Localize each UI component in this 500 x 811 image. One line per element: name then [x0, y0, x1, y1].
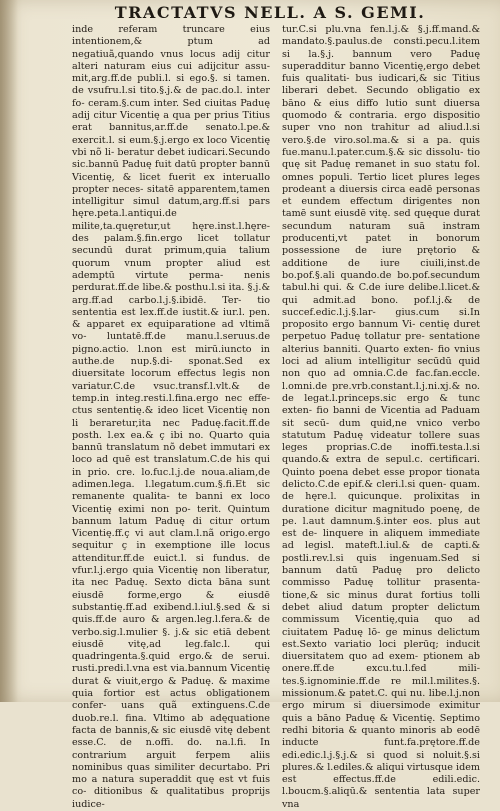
paragraph: tur.C.si plu.vna fen.l.j.& §.j.ff.mand.& mandato.§.paulus.de consti.pecu.l.item si la.§.j. bannum vero Paduę superadditur banno Vicentię,ergo debet fuis qualitati- bus iudicari,& sic Titius liberari debet. Secundo obligatio ex bāno & eius diffo lutio sunt diuersa quomodo & contraria. ergo dispositio super vno non trahitur ad aliud.l.si vero.§.de viro.sol.ma.& si a pa. quis fue.manu.l.pater.cum.§.& sic dissolu- tio quę sit Paduę remanet in suo statu fol. omnes populi. Tertio licet plures leges prodeant a diuersis circa eadē personas et eundem effectum dirigentes non tamē sunt eiusdē vitę. sed quęque durat secundum naturam suā instram producenti,vt patet in bonorum possessione de iure prętorio & additione de iure ciuili,inst.de bo.pof.§.ali quando.de bo.pof.secundum tabul.hi qui. & C.de iure delibe.l.licet.& qui admit.ad bono. pof.l.j.& de succef.edic.l.j.§.lar- gius.cum si.In proposito ergo bannum Vi- centię duret perpetuo Paduę tollatur pre- sentatione alterius banniti. Quarto exten- fio vnius loci ad alium intelligitur secūdū quid non quo ad omnia.C.de fac.fan.eccle. l.omni.de pre.vrb.constant.l.j.ni.xj.& no. de legat.l.princeps.sic ergo & tunc exten- fio banni de Vicentia ad Paduam sit secū- dum quid,ne vnico verbo statutum Paduę videatur tollere suas leges proprias.C.de inoffi.testa.l.si quando.& extra de sepul.c. certificari. Quinto poena debet esse propor tionata delicto.C.de epif.& cleri.l.si quen- quam. de hęre.l. quicunque. prolixitas in duratione dicitur magnitudo poenę, de pe. l.aut damnum.§.inter eos. plus aut est de- linquere in aliquem immediate ad legisl. mateft.l.iul.& de capti.& postli.rev.l.si quis ingenuam.Sed si bannum datū Paduę pro delicto commisso Paduę tollitur prasenta- tione,& sic minus durat fortius tolli debet aliud datum propter delictum commissum Vicentię,quia quo ad ciuitatem Paduę lō- ge minus delictum est.Sexto variatio loci plerūq; inducit diuersitatem quo ad exem- ptionem ab onere.ff.de excu.tu.l.fed mili- tes.§.ignominie.ff.de re mil.l.milites.§. missionum.& patet.C. qui nu. libe.l.j.non ergo mirum si diuersimode eximitur quis a bāno Paduę & Vicentię. Septimo redhi bitoria & quanto minoris ab eodē inducte funt.fa.prętore.ff.de edi.edic.l.j.§.j.& si quod si noluit.§.si plures.& l.ediles.& aliqui virtusque idem est effectus.ff.de edili.edic. l.boucm.§.aliqū.& sententia lata super vna — [282, 24, 480, 810]
running-title: TRACTATVS NELL. A S. GEMI. — [114, 3, 426, 22]
paragraph: inde referam truncare eius intentionem,& ptum ad negatiuã,quando vnus locus adij citur alteri naturam eius cui adijcitur assu- mit,arg.ff.de publi.l. si ego.§. si tamen. de vsufru.l.si tito.§.j.& de pac.do.l. inter fo- ceram.§.cum inter. Sed ciuitas Paduę adij citur Vicentię a qua per prius Titius erat bannitus,ar.ff.de senato.l.pe.& exercit.l. si eum.§.j.ergo ex loco Vicentię vbi nõ li- beratur debet iudicari.Secundo sic.bannū Paduę fuit datū propter bannū Vicentię, & licet fuerit ex interuallo propter neces- sitatē apparentem,tamen intelligitur simul datum,arg.ff.si pars hęre.peta.l.antiqui.de milite,ta.quęretur,ut hęre.inst.l.hęre- des palam.§.fin.ergo licet tollatur secundū durat primum,quia talium quorum vnum propter aliud est ademptū virtute perma- nenis perdurat.ff.de libe.& posthu.l.si ita. §.j.& arg.ff.ad carbo.l.j.§.ibidē. Ter- tio sententia est lex.ff.de iustit.& iur.l. pen. & apparet ex equiparatione ad vltimã vo- luntatē.ff.de manu.l.seruus.de pigno.actio. l.non est mirū.iuncto in authe.de nup.§.di- sponat.Sed ex diuersitate locorum effectus legis non variatur.C.de vsuc.transf.l.vlt.& de temp.in integ.resti.l.fina.ergo nec effe- ctus sententię.& ideo licet Vicentię non li beraretur,ita nec Paduę.facit.ff.de posth. l.ex ea.& ç ibi no. Quarto quia bannū translatum nõ debet immutari ex loco ad quē est translatum.C.de his qui in prio. cre. lo.fuc.l.j.de noua.aliam,de adimen.lega. l.legatum.cum.§.fi.Et sic remanente qualita- te banni ex loco Vicentię eximi non po- terit. Quintum bannum latum Paduę di citur ortum Vicentię.ff.ç vi aut clam.l.nã origo.ergo sequitur ç in exemptione ille locus attenditur.ff.de euict.l. si fundus. de vfur.l.j.ergo quia Vicentię non liberatur, ita nec Paduę. Sexto dicta bāna sunt eiusdē forme,ergo & eiusdē substantię.ff.ad exibend.l.iul.§.sed & si quis.ff.de auro & argen.leg.l.fera.& de verbo.sig.l.mulier §. j.& sic etiā debent eiusdē vitę,ad leg.falc.l. qui quadringenta.§.quid ergo.& de serui. rusti.predi.l.vna est via.bannum Vicentię durat & viuit,ergo & Paduę. & maxime quia fortior est actus obligationem confer- uans quã extinguens.C.de duob.re.l. fina. Vltimo ab adęquatione facta de bannis,& sic eiusdē vitę debent esse.C. de n.offi. do. na.l.fi. In contrarium arguit ferpem aliis nominibus quas similiter decurtabo. Pri mo a natura superaddit quę est vt fuis co- ditionibus & qualitatibus proprijs iudice- — [72, 24, 270, 810]
page-gutter-shadow — [0, 0, 18, 702]
text-column-right — [282, 24, 480, 810]
running-header — [60, 3, 480, 25]
text-column-left — [72, 24, 270, 810]
